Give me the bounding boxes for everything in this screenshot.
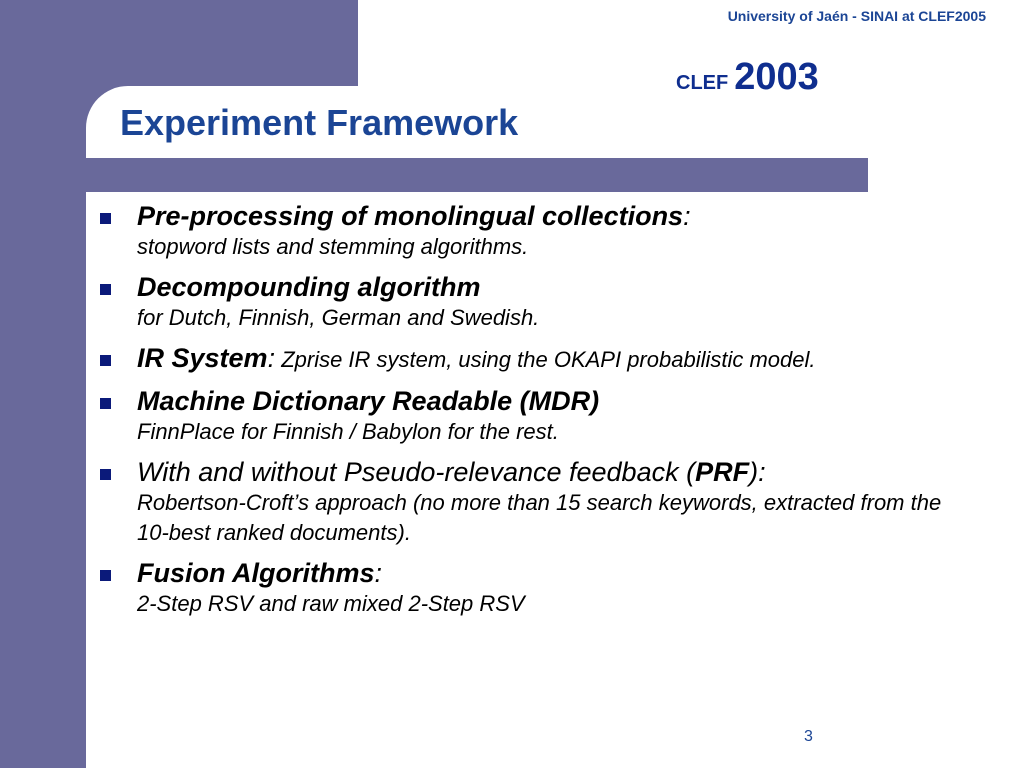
bullet-heading-prefix: With and without Pseudo-relevance feedback ( [137, 457, 696, 487]
square-bullet-icon [100, 570, 111, 581]
bullet-inline-detail: Zprise IR system, using the OKAPI probabilistic model. [275, 347, 816, 372]
bullet-decompounding [100, 271, 960, 333]
clef-logo-year: 2003 [734, 56, 819, 98]
bullet-ir-system [100, 342, 960, 376]
bullet-detail: FinnPlace for Finnish / Babylon for the rest. [137, 419, 559, 444]
square-bullet-icon [100, 284, 111, 295]
bullet-fusion [100, 557, 960, 619]
bullet-heading [137, 456, 960, 488]
bullet-heading-text: IR System [137, 343, 268, 373]
bullet-detail: Robertson-Croft’s approach (no more than 15 search keywords, extracted from the 10-best ranked documents). [137, 490, 942, 545]
clef-logo-word: CLEF [676, 72, 729, 94]
bullet-heading [137, 342, 960, 376]
bullet-detail: for Dutch, Finnish, German and Swedish. [137, 305, 540, 330]
clef-logo [676, 56, 819, 99]
bullet-mdr [100, 385, 960, 447]
square-bullet-icon [100, 213, 111, 224]
page-number: 3 [804, 728, 813, 745]
title-underline-band [0, 158, 868, 192]
slide-title: Experiment Framework [120, 102, 519, 143]
bullet-detail: stopword lists and stemming algorithms. [137, 234, 529, 259]
bullet-heading-text: Decompounding algorithm [137, 272, 481, 302]
bullet-heading-text: Fusion Algorithms [137, 558, 375, 588]
bullet-prf [100, 456, 960, 548]
bullet-heading [137, 200, 960, 232]
bullet-heading-suffix: : [683, 201, 691, 231]
bullet-heading [137, 271, 960, 303]
square-bullet-icon [100, 398, 111, 409]
bullet-heading-suffix: ): [749, 457, 766, 487]
bullet-detail: 2-Step RSV and raw mixed 2-Step RSV [137, 591, 525, 616]
bullet-heading-text: Pre-processing of monolingual collections [137, 201, 684, 231]
bullet-preprocessing [100, 200, 960, 262]
bullet-list [100, 200, 960, 628]
bullet-heading-suffix: : [267, 343, 276, 373]
bullet-heading-text: Machine Dictionary Readable (MDR) [137, 386, 600, 416]
square-bullet-icon [100, 355, 111, 366]
bullet-heading [137, 385, 960, 417]
bullet-heading-suffix: : [374, 558, 383, 588]
bullet-heading [137, 557, 960, 589]
institution-header: University of Jaén - SINAI at CLEF2005 [727, 8, 986, 24]
square-bullet-icon [100, 469, 111, 480]
bullet-heading-bold: PRF [695, 457, 750, 487]
